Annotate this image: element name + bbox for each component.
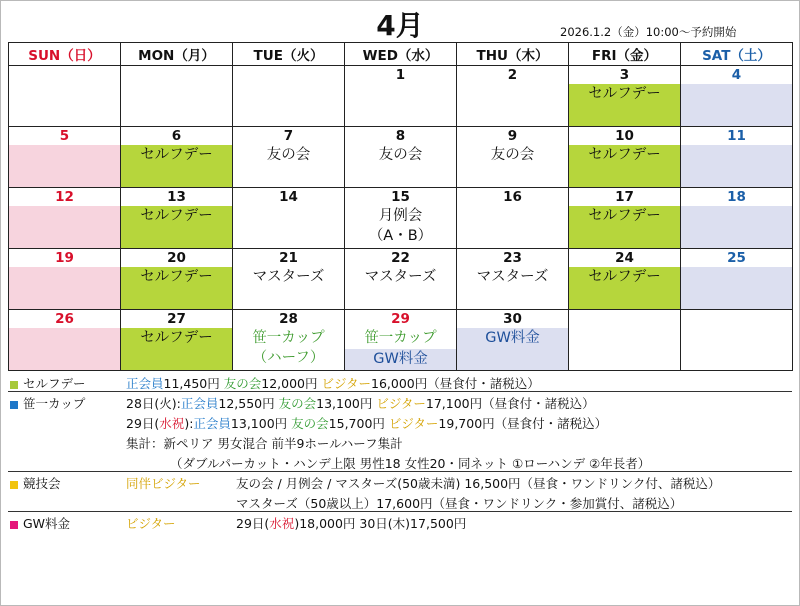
week-4-events <box>9 267 793 310</box>
day-number: 21 <box>233 249 345 268</box>
holiday-mark: 水祝 <box>159 416 185 431</box>
page-title: 4月 <box>376 9 424 42</box>
gw-date: 29日( <box>236 516 270 531</box>
day-event-cell <box>233 84 345 127</box>
weekday-fri: FRI（金） <box>569 43 681 66</box>
event-self-day: セルフデー <box>140 330 213 346</box>
price-note: （昼食付・諸税込） <box>494 416 608 431</box>
cup-handicap-rule: （ダブルパーカット・ハンデ上限 男性18 女性20・同ネット ①ローハンデ ②年長者） <box>170 456 651 471</box>
weekday-thu: THU（木） <box>457 43 569 66</box>
day-number-holiday: 29 <box>345 310 457 329</box>
day-event-cell <box>9 328 121 371</box>
day-number: 17 <box>569 188 681 207</box>
week-1-events <box>9 84 793 127</box>
day-number: 4 <box>681 66 793 85</box>
day-event-cell <box>121 267 233 310</box>
event-masters: マスターズ <box>252 269 325 285</box>
day-number: 11 <box>681 127 793 146</box>
event-tomo-no-kai: 友の会 <box>378 147 423 163</box>
day-event-cell <box>457 267 569 310</box>
tomo-label: 友の会 <box>291 416 329 431</box>
event-tomo-no-kai: 友の会 <box>266 147 311 163</box>
legend-self-prices <box>126 374 540 392</box>
event-masters: マスターズ <box>476 269 549 285</box>
day-number: 20 <box>121 249 233 268</box>
divider <box>8 511 792 512</box>
visitor-price: 16,000円 <box>371 376 428 391</box>
visitor-label: ビジター <box>376 396 426 411</box>
legend-label: 競技会 <box>23 476 61 491</box>
day-event-cell <box>569 84 681 127</box>
legend-gw-price <box>10 514 70 532</box>
legend-square-icon <box>10 481 18 489</box>
day-event-cell <box>457 145 569 188</box>
holiday-mark: 水祝 <box>269 516 295 531</box>
event-self-day: セルフデー <box>588 86 661 102</box>
week-2-numbers <box>9 127 793 146</box>
member-price: 11,450円 <box>163 376 220 391</box>
day-event-cell <box>457 84 569 127</box>
day-event-cell <box>681 206 793 249</box>
member-label: 正会員 <box>126 376 164 391</box>
legend-label: 笹一カップ <box>23 396 86 411</box>
day-number <box>569 310 681 329</box>
gw-prices <box>236 514 466 532</box>
member-label: 正会員 <box>193 416 231 431</box>
day-event-cell <box>569 145 681 188</box>
day-number: 25 <box>681 249 793 268</box>
booking-start-note: 2026.1.2（金）10:00～予約開始 <box>560 25 737 39</box>
day-event-cell <box>121 145 233 188</box>
event-monthly-competition: 月例会 <box>378 208 423 224</box>
week-4-numbers <box>9 249 793 268</box>
weekday-mon: MON（月） <box>121 43 233 66</box>
legend-label: GW料金 <box>23 516 71 531</box>
day-event-cell <box>121 206 233 249</box>
comp-price-line1: 友の会 / 月例会 / マスターズ(50歳未満) 16,500円（昼食・ワンドリンク付、諸税込） <box>236 476 721 491</box>
legend-competition <box>10 474 61 492</box>
cup-scoring-rule: 集計：新ペリア 男女混合 前半9ホールハーフ集計 <box>126 436 403 451</box>
gw-visitor-label: ビジター <box>126 516 176 531</box>
day-event-cell <box>345 328 457 371</box>
day-event-cell <box>345 84 457 127</box>
legend-self-day <box>10 374 86 392</box>
event-gw-price: GW料金 <box>485 330 540 346</box>
event-tomo-no-kai: 友の会 <box>490 147 535 163</box>
event-self-day: セルフデー <box>140 269 213 285</box>
cup-day2-prices <box>126 414 607 432</box>
week-1-numbers <box>9 66 793 85</box>
day-number: 19 <box>9 249 121 268</box>
tomo-price: 12,000円 <box>261 376 318 391</box>
week-3-numbers <box>9 188 793 207</box>
legend-square-icon <box>10 521 18 529</box>
day-event-cell <box>681 267 793 310</box>
member-price: 13,100円 <box>230 416 288 431</box>
week-5-events <box>9 328 793 371</box>
day-event-cell <box>9 145 121 188</box>
day-number: 1 <box>345 66 457 85</box>
day-number: 8 <box>345 127 457 146</box>
day-event-cell <box>681 84 793 127</box>
day-event-cell <box>457 206 569 249</box>
day-event-cell <box>233 206 345 249</box>
price-note: （昼食付・諸税込） <box>427 376 540 391</box>
week-3-events <box>9 206 793 249</box>
day-number: 23 <box>457 249 569 268</box>
event-self-day: セルフデー <box>588 147 661 163</box>
day-number: 6 <box>121 127 233 146</box>
tomo-label: 友の会 <box>278 396 317 411</box>
legend-label: セルフデー <box>23 376 86 391</box>
day-event-cell <box>681 328 793 371</box>
member-price: 12,550円 <box>218 396 275 411</box>
cup-day1-prices <box>126 394 595 412</box>
day-event-cell <box>9 267 121 310</box>
day-number: 5 <box>9 127 121 146</box>
event-self-day: セルフデー <box>140 208 213 224</box>
event-self-day: セルフデー <box>588 208 661 224</box>
event-sasaichi-cup-half: （ハーフ） <box>252 350 325 366</box>
day-number: 16 <box>457 188 569 207</box>
comp-visitor-label: 同伴ビジター <box>126 476 201 491</box>
tomo-price: 15,700円 <box>328 416 385 431</box>
weekday-sun: SUN（日） <box>9 43 121 66</box>
week-5-numbers <box>9 310 793 329</box>
day-number: 7 <box>233 127 345 146</box>
member-label: 正会員 <box>180 396 219 411</box>
visitor-label: ビジター <box>388 416 439 431</box>
day-number: 10 <box>569 127 681 146</box>
weekday-header-row <box>9 43 793 66</box>
day-event-cell <box>457 328 569 371</box>
event-gw-price: GW料金 <box>345 349 456 370</box>
weekday-wed: WED（水） <box>345 43 457 66</box>
legend-sasaichi-cup <box>10 394 85 412</box>
tomo-label: 友の会 <box>223 376 262 391</box>
price-note: （昼食付・諸税込） <box>482 396 595 411</box>
event-self-day: セルフデー <box>140 147 213 163</box>
visitor-price: 17,100円 <box>425 396 483 411</box>
day-event-cell <box>569 267 681 310</box>
day-number: 3 <box>569 66 681 85</box>
weekday-sat: SAT（土） <box>681 43 793 66</box>
event-monthly-competition-class: （A・B） <box>368 228 433 244</box>
day-number: 12 <box>9 188 121 207</box>
visitor-price: 19,700円 <box>438 416 495 431</box>
divider <box>8 471 792 472</box>
comp-price-line2: マスターズ（50歳以上）17,600円（昼食・ワンドリンク・参加賞付、諸税込） <box>236 496 683 511</box>
event-sasaichi-cup: 笹一カップ <box>252 330 325 346</box>
day-event-cell <box>9 206 121 249</box>
day-number <box>233 66 345 85</box>
day-number: 22 <box>345 249 457 268</box>
legend-square-icon <box>10 401 18 409</box>
gw-price-text: )18,000円 30日(木)17,500円 <box>294 516 467 531</box>
weekday-tue: TUE（火） <box>233 43 345 66</box>
day-event-cell <box>9 84 121 127</box>
visitor-label: ビジター <box>321 376 372 391</box>
day-event-cell <box>233 145 345 188</box>
day-number: 24 <box>569 249 681 268</box>
day-event-cell <box>233 267 345 310</box>
calendar-grid <box>8 42 793 371</box>
tomo-price: 13,100円 <box>316 396 373 411</box>
day-number: 14 <box>233 188 345 207</box>
day-event-cell <box>569 328 681 371</box>
cup-day2-date: 29日( <box>126 416 160 431</box>
event-sasaichi-cup: 笹一カップ <box>345 328 456 349</box>
day-number: 18 <box>681 188 793 207</box>
legend-square-icon <box>10 381 18 389</box>
day-number: 26 <box>9 310 121 329</box>
day-number: 30 <box>457 310 569 329</box>
day-number: 9 <box>457 127 569 146</box>
day-event-cell <box>345 206 457 249</box>
day-number <box>121 66 233 85</box>
day-number: 2 <box>457 66 569 85</box>
cup-day2-date-end: ): <box>184 416 194 431</box>
divider <box>8 391 792 392</box>
day-number: 15 <box>345 188 457 207</box>
day-number <box>9 66 121 85</box>
day-event-cell <box>569 206 681 249</box>
day-event-cell <box>345 145 457 188</box>
day-event-cell <box>681 145 793 188</box>
day-number: 13 <box>121 188 233 207</box>
day-number: 27 <box>121 310 233 329</box>
day-event-cell <box>121 84 233 127</box>
event-masters: マスターズ <box>364 269 437 285</box>
day-event-cell <box>345 267 457 310</box>
day-number: 28 <box>233 310 345 329</box>
event-self-day: セルフデー <box>588 269 661 285</box>
day-event-cell <box>121 328 233 371</box>
week-2-events <box>9 145 793 188</box>
day-number <box>681 310 793 329</box>
day-event-cell <box>233 328 345 371</box>
cup-day1-date: 28日(火): <box>126 396 181 411</box>
